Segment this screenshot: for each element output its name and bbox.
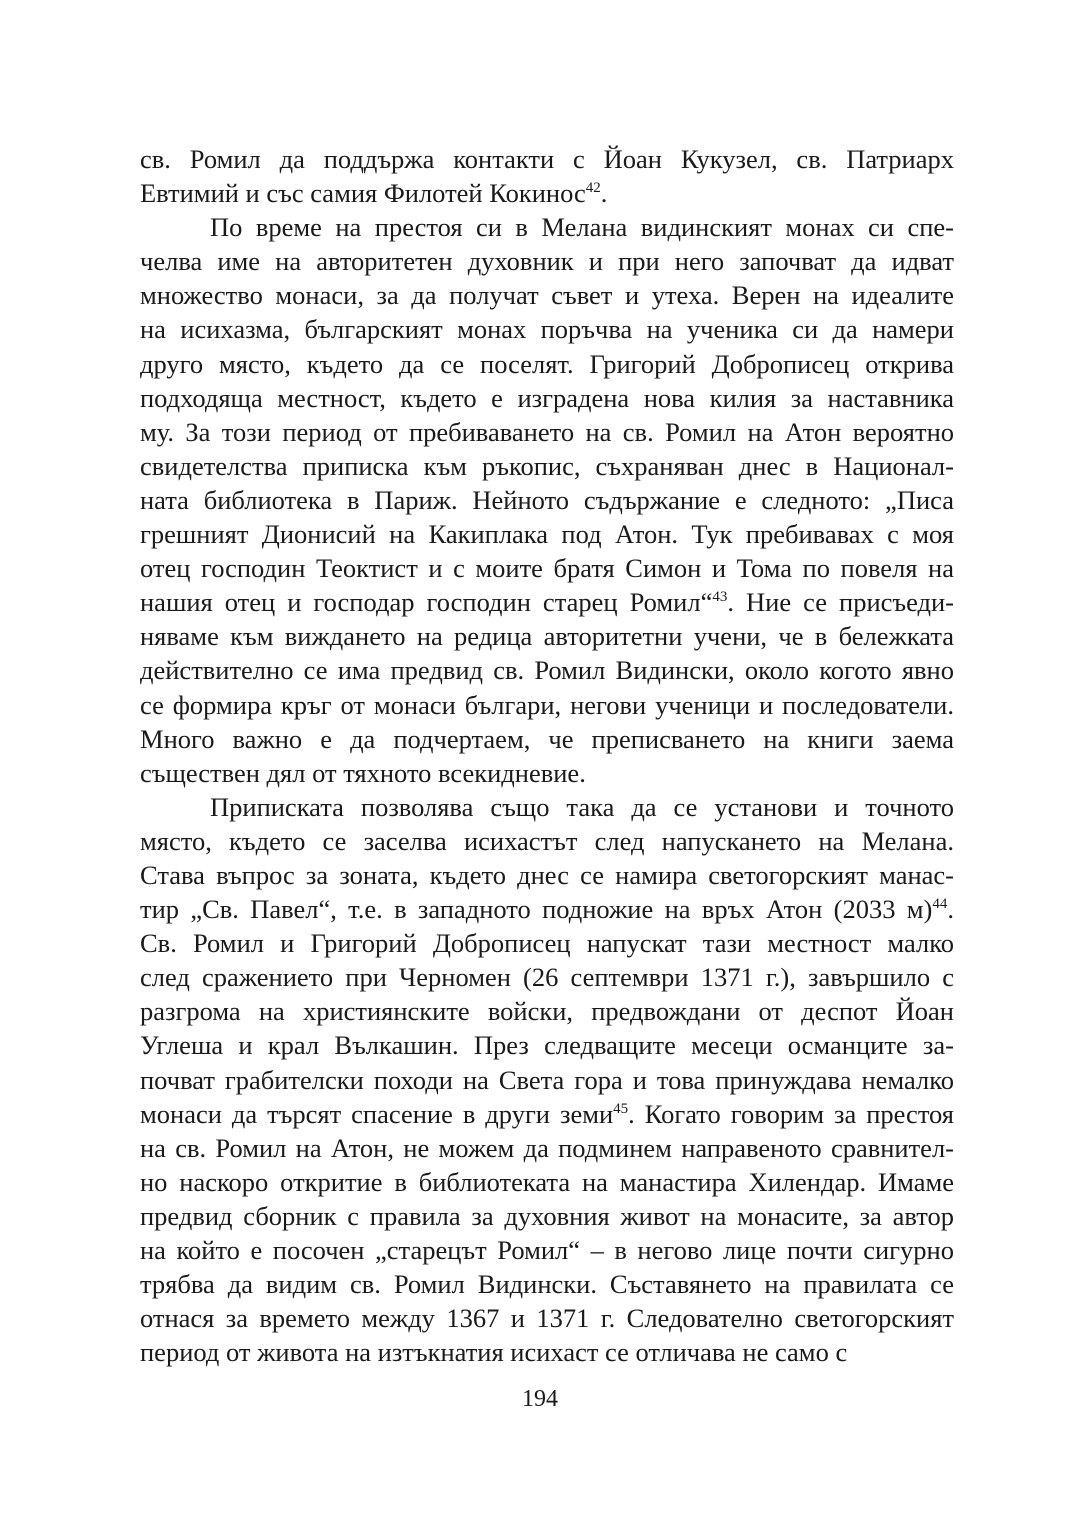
line-text: ната библиотека в Париж. Нейното съдържание е следното: „Писа: [140, 484, 954, 515]
text-line: [140, 244, 954, 278]
text-line: [140, 926, 954, 960]
text-line: [140, 142, 954, 176]
line-text: друго място, където да се поселят. Григорий Доброписец открива: [140, 348, 954, 379]
text-line: [140, 722, 954, 756]
line-text: Углеша и крал Вълкашин. През следващите месеци османците за-: [140, 1030, 954, 1061]
text-line: [140, 585, 954, 619]
line-text: подходяща местност, където е изградена нова килия за наставника: [140, 382, 954, 413]
text-line: [140, 449, 954, 483]
line-text: на исихазма, българският монах поръчва на ученика си да намери: [140, 314, 954, 345]
text-line: [140, 994, 954, 1028]
line-text: св. Ромил да поддържа контакти с Йоан Кукузел, св. Патриарх: [140, 144, 954, 174]
line-text: множество монаси, за да получат съвет и утеха. Верен на идеалите: [140, 280, 954, 311]
line-text: тир „Св. Павел“, т.е. в западното подножие на връх Атон (2033 м): [140, 894, 933, 925]
line-text: трябва да видим св. Ромил Видински. Съставянето на правилата се: [140, 1269, 954, 1300]
text-line: [140, 1165, 954, 1199]
text-line: [140, 415, 954, 449]
text-line: [140, 619, 954, 653]
line-text: грешният Дионисий на Какиплака под Атон. Тук пребивавах с моя: [140, 519, 954, 550]
text-line: [140, 1063, 954, 1097]
line-text: почват грабителски походи на Света гора и това принуждава немалко: [140, 1064, 954, 1095]
line-text: Св. Ромил и Григорий Доброписец напускат тази местност малко: [140, 928, 954, 959]
line-text-after: . Ние се присъеди-: [727, 587, 954, 618]
text-line: [140, 381, 954, 415]
line-text: Става въпрос за зоната, където днес се намира светогорският манас-: [140, 859, 954, 890]
footnote-reference: 45: [613, 1100, 629, 1117]
line-text: монаси да търсят спасение в други земи: [140, 1098, 614, 1129]
text-line: [140, 551, 954, 585]
line-text: действително се има предвид св. Ромил Видински, около когото явно: [140, 655, 954, 686]
line-text: отец господин Теоктист и с моите братя Симон и Тома по повеля на: [140, 553, 954, 584]
text-line: [140, 858, 954, 892]
line-text: съществен дял от тяхното всекидневие.: [140, 757, 586, 788]
line-text: но наскоро откритие в библиотеката на манастира Хилендар. Имаме: [140, 1166, 954, 1197]
text-line: [140, 483, 954, 517]
line-text: период от живота на изтъкнатия исихаст се отличава не само с: [140, 1337, 848, 1368]
text-line: [140, 1335, 954, 1369]
paragraph: [140, 210, 954, 790]
line-text: Много важно е да подчертаем, че преписването на книги заема: [140, 723, 954, 754]
text-line: [140, 790, 954, 824]
line-text: По време на престоя си в Мелана видинският монах си спе-: [210, 212, 954, 243]
line-text-after: . Когато говорим за престоя: [628, 1098, 954, 1129]
text-line: [140, 1267, 954, 1301]
text-line: [140, 176, 954, 210]
text-line: [140, 892, 954, 926]
footnote-reference: 44: [932, 896, 948, 913]
line-text-after: .: [600, 178, 608, 209]
text-line: [140, 347, 954, 381]
text-line: [140, 824, 954, 858]
line-text: след сражението при Черномен (26 септември 1371 г.), завършило с: [140, 962, 954, 993]
line-text: Евтимий и със самия Филотей Кокинос: [140, 178, 586, 209]
text-line: [140, 653, 954, 687]
paragraph: [140, 142, 954, 210]
paragraph: [140, 790, 954, 1370]
text-line: [140, 1301, 954, 1335]
line-text: Приписката позволява също така да се установи и точното: [210, 791, 954, 822]
text-line: [140, 1199, 954, 1233]
line-text: на който е посочен „старецът Ромил“ – в негово лице почти сигурно: [140, 1235, 954, 1265]
text-line: [140, 688, 954, 722]
line-text: се формира кръг от монаси българи, негови ученици и последователи.: [140, 689, 954, 720]
footnote-reference: 42: [585, 180, 601, 197]
line-text: разгрома на християнските войски, предвождани от деспот Йоан: [140, 996, 954, 1027]
line-text: отнася за времето между 1367 и 1371 г. Следователно светогорският: [140, 1303, 954, 1334]
text-line: [140, 517, 954, 551]
line-text: място, където се заселва исихастът след напускането на Мелана.: [140, 825, 954, 856]
line-text: нашия отец и господар господин старец Ромил“: [140, 587, 713, 618]
text-line: [140, 1097, 954, 1131]
text-line: [140, 1233, 954, 1267]
line-text: му. За този период от пребиваването на св. Ромил на Атон вероятно: [140, 416, 954, 447]
text-line: [140, 756, 954, 790]
footnote-reference: 43: [712, 589, 728, 606]
line-text: на св. Ромил на Атон, не можем да подминем направеното сравнител-: [140, 1132, 954, 1163]
text-line: [140, 210, 954, 244]
page-number: 194: [522, 1386, 558, 1412]
text-line: [140, 278, 954, 312]
line-text: свидетелства приписка към ръкопис, съхраняван днес в Национал-: [140, 450, 954, 481]
line-text: предвид сборник с правила за духовния живот на монасите, за автор: [140, 1200, 954, 1231]
body-text: [140, 142, 954, 1369]
text-line: [140, 312, 954, 346]
line-text: челва име на авторитетен духовник и при него започват да идват: [140, 246, 954, 277]
text-line: [140, 960, 954, 994]
text-line: [140, 1028, 954, 1062]
line-text-after: .: [947, 894, 954, 925]
text-line: [140, 1131, 954, 1165]
line-text: няваме към виждането на редица авторитетни учени, че в бележката: [140, 621, 954, 652]
